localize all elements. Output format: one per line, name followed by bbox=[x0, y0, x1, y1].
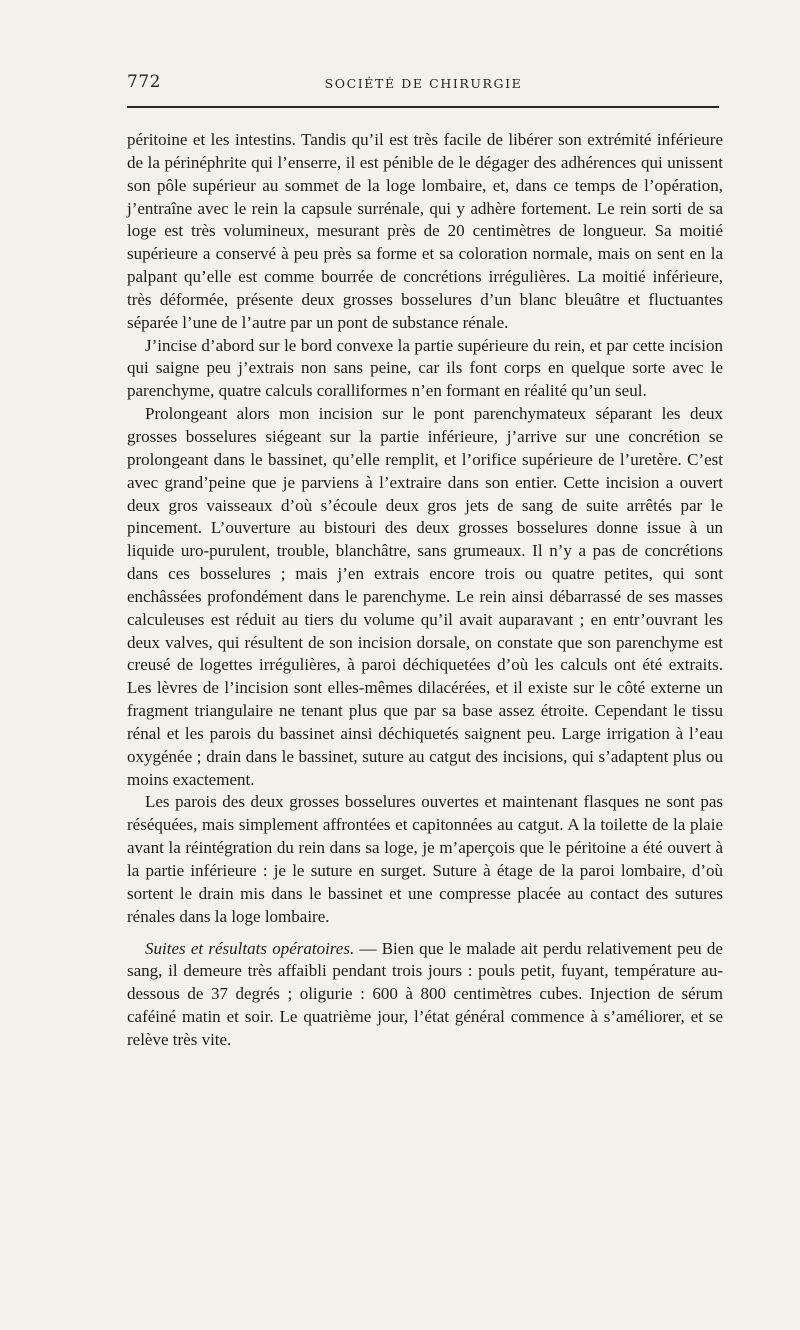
running-head bbox=[127, 68, 720, 98]
results-text: — Bien que le malade ait perdu relativement peu de sang, il demeure très affaibli pendant trois jours : pouls petit, fuyant, température au-dessous de 37 degrés ; oligurie : 600 à 800 centimètres cubes. Injection de sérum caféiné matin et soir. Le quatrième jour, l’état général commence à s’améliorer, et se relève très vite. bbox=[127, 938, 723, 1049]
header-rule bbox=[127, 106, 719, 108]
paragraph-closure: Les parois des deux grosses bosselures ouvertes et maintenant flasques ne sont pas réséquées, mais simplement affrontées et capitonnées au catgut. A la toilette de la plaie avant la réintégration du rein dans sa loge, je m’aperçois que le péritoine a été ouvert à la partie inférieure : je le suture en surget. Suture à étage de la paroi lombaire, d’où sortent le drain mis dans le bassinet et une compresse placée au contact des sutures rénales dans la loge lombaire. bbox=[127, 792, 723, 926]
page-number: 772 bbox=[127, 72, 161, 92]
body-text bbox=[127, 129, 723, 1052]
journal-title: SOCIÉTÉ DE CHIRURGIE bbox=[324, 76, 523, 91]
paragraph-upper-incision: J’incise d’abord sur le bord convexe la partie supérieure du rein, et par cette incision qui saigne peu j’extrais non sans peine, car ils font corps en quelque sorte avec le parenchyme, quatre calculs coralliformes n’en formant en réalité qu’un seul. bbox=[127, 335, 723, 401]
paragraph-kidney-description: péritoine et les intestins. Tandis qu’il est très facile de libérer son extrémité inférieure de la périnéphrite qui l’enserre, il est pénible de le dégager des adhérences qui unissent son pôle supérieur au sommet de la loge lombaire, et, dans ce temps de l’opération, j’entraîne avec le rein la capsule surrénale, qui y adhère fortement. Le rein sorti de sa loge est très volumineux, mesurant près de 20 centimètres de longueur. Sa moitié supérieure a conservé à peu près sa forme et sa coloration normale, mais on sent en la palpant qu’elle est comme bourrée de concrétions irrégulières. La moitié inférieure, très déformée, présente deux grosses bosselures d’un blanc bleuâtre et fluctuantes séparée l’une de l’autre par un pont de substance rénale. bbox=[127, 130, 723, 332]
paragraph-results bbox=[127, 938, 723, 1052]
paragraph-lower-incision: Prolongeant alors mon incision sur le pont parenchymateux séparant les deux grosses bosselures siégeant sur la partie inférieure, j’arrive sur une concrétion se prolongeant dans le bassinet, qu’elle remplit, et l’orifice supérieure de l’uretère. C’est avec grand’peine que je parviens à l’extraire dans son entier. Cette incision a ouvert deux gros vaisseaux d’où s’écoule deux gros jets de sang de suite arrêtés par le pincement. L’ouverture au bistouri des deux grosses bosselures donne issue à un liquide uro-purulent, trouble, blanchâtre, sans grumeaux. Il n’y a pas de concrétions dans ces bosselures ; mais j’en extrais encore trois ou quatre petites, qui sont enchâssées profondément dans le parenchyme. Le rein ainsi débarrassé de ses masses calculeuses est réduit au tiers du volume qu’il avait auparavant ; en entr’ouvrant les deux valves, qui résultent de son incision dorsale, on constate que son parenchyme est creusé de logettes irrégulières, à paroi déchiquetées d’où les calculs ont été extraits. Les lèvres de l’incision sont elles-mêmes dilacérées, et il existe sur le côté externe un fragment triangulaire ne tenant plus que par sa base assez étroite. Cependant le tissu rénal et les parois du bassinet ainsi déchiquetés saignent peu. Large irrigation à l’eau oxygénée ; drain dans le bassinet, suture au catgut des incisions, qui s’adaptent plus ou moins exactement. bbox=[127, 404, 723, 789]
results-heading: Suites et résultats opératoires. bbox=[145, 938, 355, 958]
